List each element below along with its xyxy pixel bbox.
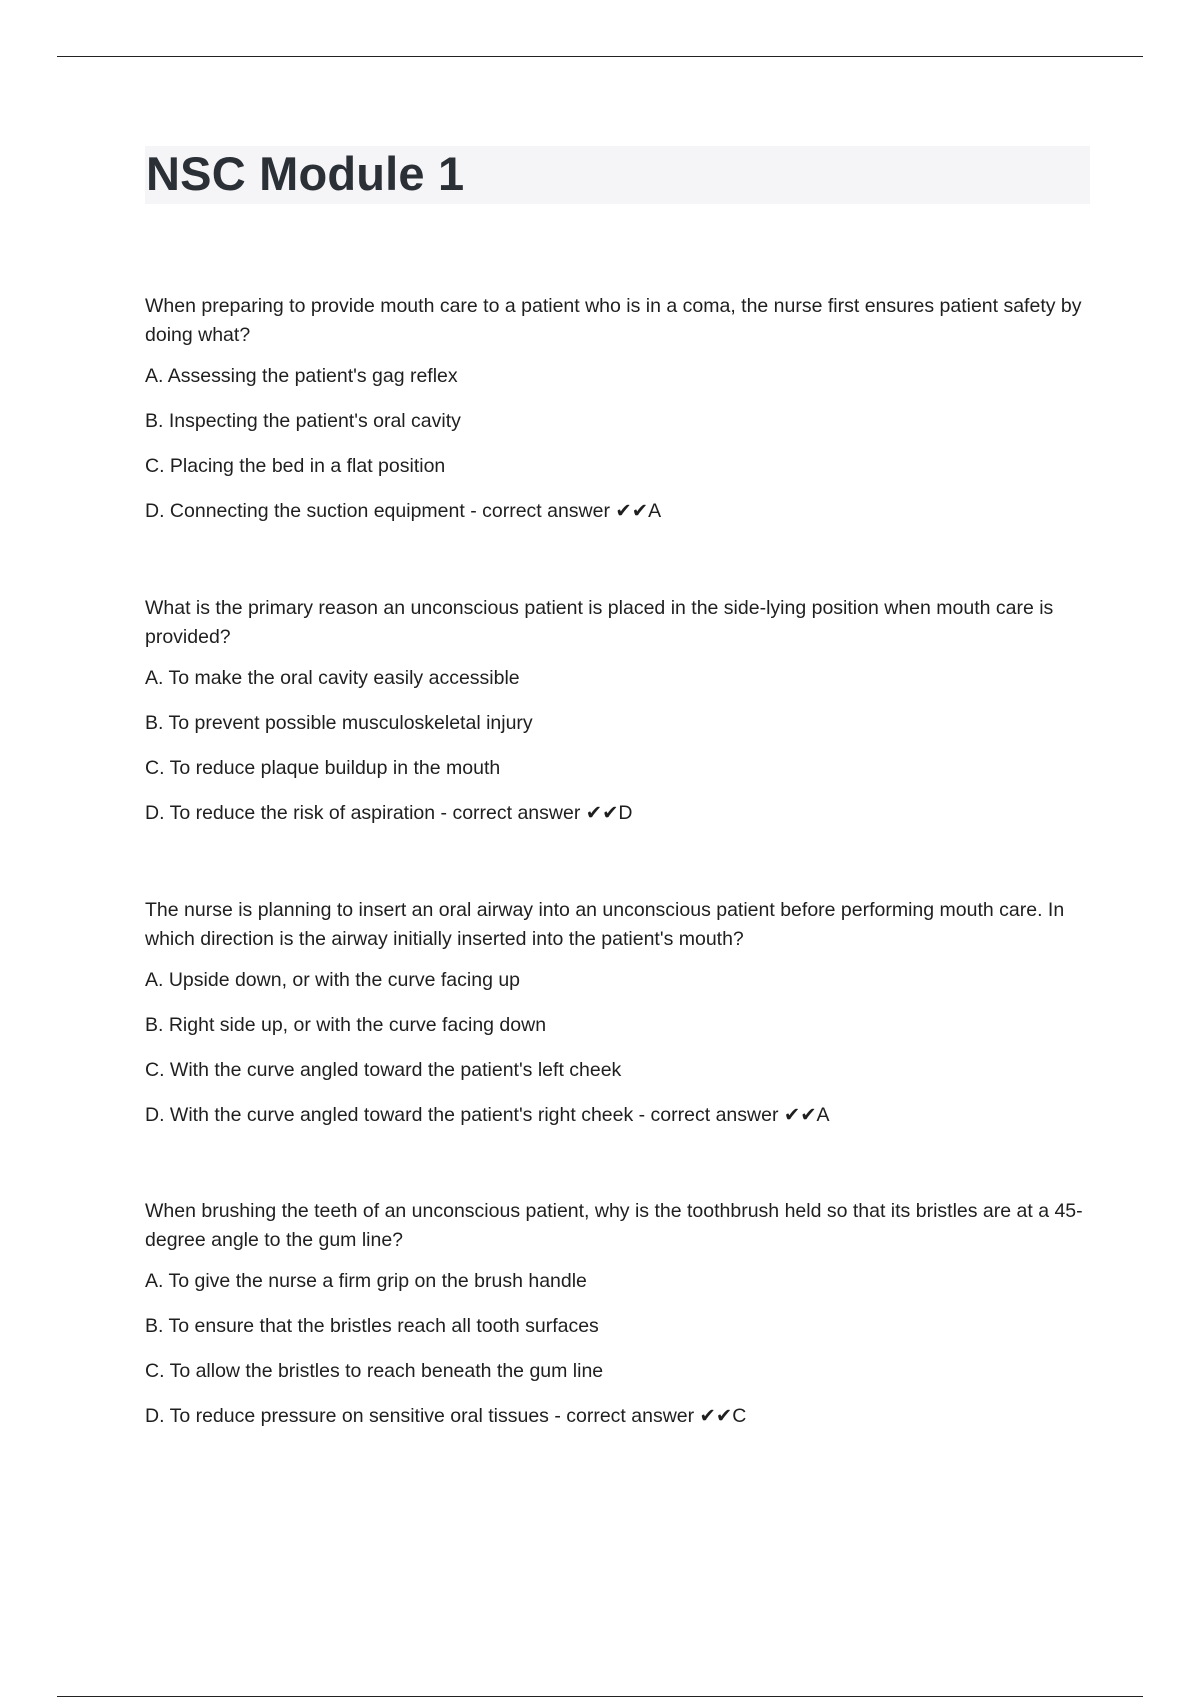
- answer-option-b: B. To prevent possible musculoskeletal injury: [145, 712, 533, 734]
- question-block-4: [145, 1197, 1090, 1449]
- answer-option-c: C. With the curve angled toward the patient's left cheek: [145, 1059, 622, 1081]
- answer-option-a: A. Upside down, or with the curve facing up: [145, 969, 521, 991]
- answer-option-b: B. Right side up, or with the curve facing down: [145, 1014, 547, 1036]
- bottom-rule: [57, 1696, 1143, 1697]
- answer-option-d: D. With the curve angled toward the patient's right cheek - correct answer ✔✔A: [145, 1104, 830, 1126]
- question-block-3: [145, 896, 1090, 1148]
- answer-option-d: D. To reduce the risk of aspiration - correct answer ✔✔D: [145, 802, 633, 824]
- answer-option-a: A. To give the nurse a firm grip on the brush handle: [145, 1270, 587, 1292]
- page-title: NSC Module 1: [146, 147, 465, 200]
- question-text: When brushing the teeth of an unconscious patient, why is the toothbrush held so that its bristles are at a 45-degree angle to the gum line?: [145, 1200, 1083, 1251]
- question-text: When preparing to provide mouth care to a patient who is in a coma, the nurse first ensures patient safety by doing what?: [145, 295, 1082, 346]
- answer-option-b: B. To ensure that the bristles reach all tooth surfaces: [145, 1315, 599, 1337]
- question-block-2: [145, 594, 1090, 846]
- answer-option-d: D. To reduce pressure on sensitive oral tissues - correct answer ✔✔C: [145, 1405, 747, 1427]
- top-rule: [57, 56, 1143, 57]
- question-text: What is the primary reason an unconscious patient is placed in the side-lying position when mouth care is provided?: [145, 597, 1054, 648]
- answer-option-a: A. Assessing the patient's gag reflex: [145, 365, 458, 387]
- answer-option-c: C. To reduce plaque buildup in the mouth: [145, 757, 501, 779]
- question-text: The nurse is planning to insert an oral airway into an unconscious patient before performing mouth care. In which direction is the airway initially inserted into the patient's mouth?: [145, 899, 1065, 950]
- question-block-1: [145, 292, 1090, 544]
- answer-option-b: B. Inspecting the patient's oral cavity: [145, 410, 461, 432]
- answer-option-c: C. To allow the bristles to reach beneath the gum line: [145, 1360, 604, 1382]
- answer-option-a: A. To make the oral cavity easily accessible: [145, 667, 520, 689]
- answer-option-d: D. Connecting the suction equipment - correct answer ✔✔A: [145, 500, 662, 522]
- answer-option-c: C. Placing the bed in a flat position: [145, 455, 446, 477]
